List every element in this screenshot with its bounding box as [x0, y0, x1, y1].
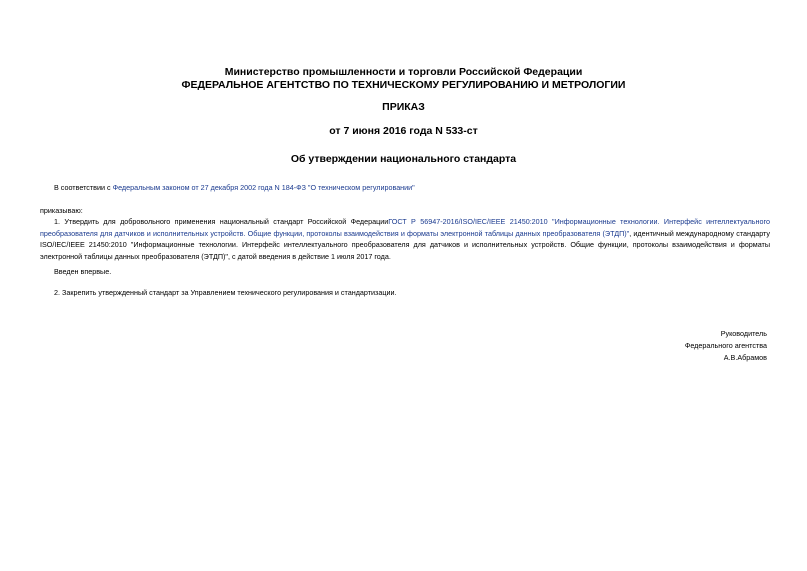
item1-suffix: , идентичный международному стандарту ISO/IEC/IEEE 21450:2010 "Информационные технологии. Интерфейс интеллектуального преобразователя для датчиков и исполнительных устройств. Общие функции, протоколы взаимодействия и форматы электронной таблицы данных преобразователя (ЭТДП)", с датой введения в действие 1 июля 2017 года. — [40, 228, 770, 261]
introduced-first-time-note: Введен впервые. — [54, 267, 112, 276]
signatory-position: Руководитель — [720, 329, 767, 338]
order-word: приказываю: — [40, 206, 83, 215]
standard-link[interactable]: ГОСТ Р 56947-2016/ISO/IEC/IEEE 21450:2010 "Информационные технологии. Интерфейс интеллектуального преобразователя для датчиков и исполнительных устройств. Общие функции, протоколы взаимодействия и форматы электронной таблицы данных преобразователя (ЭТДП)" — [40, 217, 770, 238]
item1-prefix: 1. Утвердить для добровольного применения национальный стандарт Российской Федерации — [54, 217, 389, 226]
basis-prefix: В соответствии с — [54, 183, 113, 192]
federal-law-link[interactable]: Федеральным законом от 27 декабря 2002 года N 184-ФЗ "О техническом регулировании" — [112, 183, 415, 192]
ministry-name: Министерство промышленности и торговли Российской Федерации — [224, 66, 583, 78]
signatory-organization: Федерального агентства — [684, 341, 767, 350]
order-date-number: от 7 июня 2016 года N 533-ст — [329, 125, 478, 137]
order-item-1 — [40, 216, 770, 262]
order-item-2: 2. Закрепить утвержденный стандарт за Управлением технического регулирования и стандартизации. — [54, 288, 397, 297]
order-subject: Об утверждении национального стандарта — [290, 153, 517, 165]
agency-name: ФЕДЕРАЛЬНОЕ АГЕНТСТВО ПО ТЕХНИЧЕСКОМУ РЕГУЛИРОВАНИЮ И МЕТРОЛОГИИ — [181, 79, 626, 91]
legal-basis-paragraph — [40, 182, 770, 194]
signatory-name: А.В.Абрамов — [723, 353, 767, 362]
document-type: ПРИКАЗ — [382, 101, 425, 113]
